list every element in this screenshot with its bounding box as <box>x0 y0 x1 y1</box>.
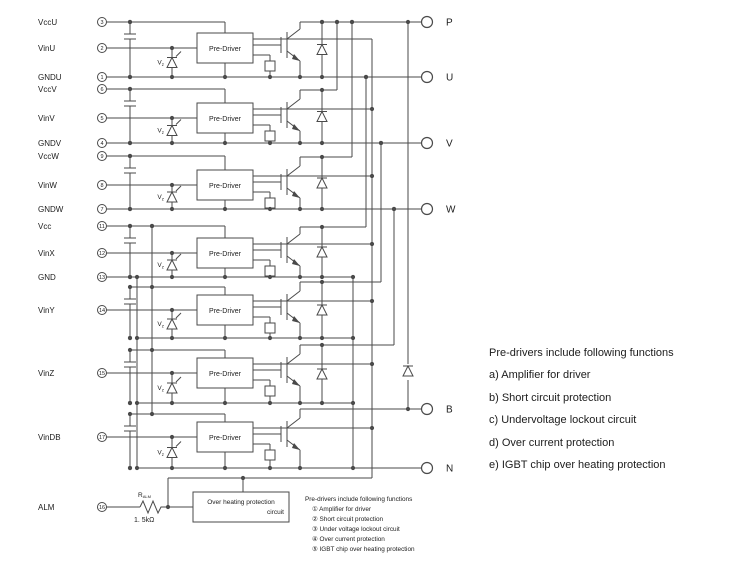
small-note-title: Pre-drivers include following functions <box>305 496 413 503</box>
junction-dot <box>170 336 174 340</box>
junction-dot <box>268 336 272 340</box>
junction-dot <box>223 275 227 279</box>
junction-dot <box>298 207 302 211</box>
pin-name: VccV <box>38 85 57 94</box>
igbt-collector <box>287 166 300 176</box>
junction-dot <box>370 299 374 303</box>
igbt-collector <box>287 234 300 244</box>
junction-dot <box>298 275 302 279</box>
junction-dot <box>392 207 396 211</box>
pin-number: 4 <box>100 141 104 148</box>
sense-resistor <box>265 323 275 333</box>
pin-name: GNDV <box>38 139 62 148</box>
freewheel-diode <box>317 112 327 122</box>
junction-dot <box>223 401 227 405</box>
vz-main: V <box>157 262 162 269</box>
junction-dot <box>150 224 154 228</box>
junction-dot <box>320 75 324 79</box>
vz-sub: z <box>161 452 164 457</box>
zener-diode-vz <box>167 260 177 270</box>
junction-dot <box>128 224 132 228</box>
r-alm-value: 1. 5kΩ <box>134 517 155 524</box>
pin-number: 14 <box>98 308 106 315</box>
r-alm-sub: ALM <box>142 494 151 500</box>
pin-name: VinZ <box>38 369 55 378</box>
freewheel-diode <box>317 247 327 257</box>
zener-arrow-tick <box>176 442 181 447</box>
junction-dot <box>320 275 324 279</box>
sense-resistor <box>265 386 275 396</box>
terminal-u <box>422 72 433 83</box>
junction-dot <box>128 207 132 211</box>
junction-dot <box>268 141 272 145</box>
r-alm-label <box>138 492 151 499</box>
pin-name: VinU <box>38 44 56 53</box>
overheat-label-line1: Over heating protection <box>207 499 275 506</box>
junction-dot <box>170 435 174 439</box>
junction-dot <box>170 75 174 79</box>
pin-number: 17 <box>98 435 106 442</box>
pin-number: 6 <box>100 87 104 94</box>
small-note-item-5: ⑤ IGBT chip over heating protection <box>312 545 415 553</box>
junction-dot <box>241 476 245 480</box>
pin-name: Vcc <box>38 222 52 231</box>
vz-sub: z <box>161 264 164 270</box>
junction-dot <box>370 174 374 178</box>
predriver-functions-note <box>489 342 731 476</box>
pin-name: VccW <box>38 152 59 161</box>
junction-dot <box>128 154 132 158</box>
r-alm-main: R <box>138 492 143 499</box>
junction-dot <box>128 75 132 79</box>
note-item-d: d) Over current protection <box>489 436 615 449</box>
junction-dot <box>135 401 139 405</box>
pin-name: GNDU <box>38 73 62 82</box>
junction-dot <box>170 251 174 255</box>
junction-dot <box>370 107 374 111</box>
vz-main: V <box>157 321 162 328</box>
freewheel-diode <box>317 178 327 188</box>
brake-diode <box>403 366 413 376</box>
pin-name: GNDW <box>38 205 64 214</box>
junction-dot <box>335 20 339 24</box>
junction-dot <box>170 46 174 50</box>
pre-driver-label: Pre-Driver <box>209 116 241 123</box>
vz-label <box>157 385 164 393</box>
sense-resistor <box>265 198 275 208</box>
pin-name: VccU <box>38 18 58 27</box>
terminal-p <box>422 17 433 28</box>
terminal-v <box>422 138 433 149</box>
junction-dot <box>370 362 374 366</box>
junction-dot <box>320 401 324 405</box>
note-title: Pre-drivers include following functions <box>489 347 674 359</box>
junction-dot <box>268 275 272 279</box>
junction-dot <box>370 242 374 246</box>
junction-dot <box>128 87 132 91</box>
junction-dot <box>298 466 302 470</box>
zener-diode-vz <box>167 383 177 393</box>
pre-driver-label: Pre-Driver <box>209 308 241 315</box>
junction-dot <box>320 88 324 92</box>
note-item-a: a) Amplifier for driver <box>489 369 591 382</box>
junction-dot <box>320 155 324 159</box>
zener-diode-vz <box>167 448 177 458</box>
vz-sub: z <box>161 130 164 135</box>
pin-number: 11 <box>99 224 105 231</box>
pin-number: 9 <box>100 154 104 161</box>
vz-sub: z <box>161 323 164 329</box>
pin-number: 12 <box>98 251 106 258</box>
junction-dot <box>298 75 302 79</box>
terminal-w <box>422 204 433 215</box>
zener-arrow-tick <box>176 254 181 259</box>
pin-number: 13 <box>98 275 106 282</box>
junction-dot <box>170 116 174 120</box>
pin-number: 5 <box>100 116 104 123</box>
zener-arrow-tick <box>176 186 181 191</box>
freewheel-diode <box>317 45 327 55</box>
vz-main: V <box>157 449 162 457</box>
junction-dot <box>128 401 132 405</box>
terminal-label: B <box>446 404 453 416</box>
junction-dot <box>351 401 355 405</box>
junction-dot <box>298 141 302 145</box>
zener-arrow-tick <box>176 313 181 318</box>
terminal-label: U <box>446 72 454 84</box>
small-note-item-1: ① Amplifier for driver <box>312 505 371 513</box>
junction-dot <box>128 336 132 340</box>
note-item-c: c) Undervoltage lockout circuit <box>489 414 637 427</box>
junction-dot <box>379 141 383 145</box>
pin-name: VinY <box>38 306 55 315</box>
igbt-collector <box>287 418 300 428</box>
sense-resistor <box>265 266 275 276</box>
pin-number: 8 <box>100 183 104 190</box>
zener-diode-vz <box>167 192 177 202</box>
terminal-label: V <box>446 138 453 150</box>
junction-dot <box>351 466 355 470</box>
junction-dot <box>223 466 227 470</box>
terminal-label: N <box>446 463 454 475</box>
pin-number: 15 <box>98 371 106 378</box>
igbt-emitter-arrow <box>292 316 300 323</box>
igbt-emitter-arrow <box>292 124 300 131</box>
junction-dot <box>170 308 174 312</box>
pin-name: VinDB <box>38 433 61 442</box>
vz-label <box>157 262 164 270</box>
zener-diode-vz <box>167 58 177 68</box>
freewheel-diode <box>317 305 327 315</box>
igbt-emitter-arrow <box>292 443 300 450</box>
junction-dot <box>320 207 324 211</box>
small-note-item-2: ② Short circuit protection <box>312 515 384 523</box>
zener-diode-vz <box>167 319 177 329</box>
igbt-emitter-arrow <box>292 54 300 61</box>
junction-dot <box>298 336 302 340</box>
vz-main: V <box>157 194 162 201</box>
vz-main: V <box>157 127 162 135</box>
vz-sub: z <box>161 387 164 393</box>
junction-dot <box>320 343 324 347</box>
igbt-emitter-arrow <box>292 259 300 266</box>
igbt-collector <box>287 354 300 364</box>
junction-dot <box>364 75 368 79</box>
vz-main: V <box>157 385 162 392</box>
junction-dot <box>351 336 355 340</box>
sense-resistor <box>265 61 275 71</box>
pin-name: ALM <box>38 503 55 512</box>
igbt-collector <box>287 99 300 109</box>
note-item-b: b) Short circuit protection <box>489 391 612 404</box>
note-item-e: e) IGBT chip over heating protection <box>489 459 666 472</box>
pin-name: VinV <box>38 114 55 123</box>
alm-resistor <box>140 501 166 513</box>
pin-name: VinX <box>38 249 55 258</box>
predriver-functions-small-note <box>305 495 475 554</box>
vz-sub: z <box>161 196 164 202</box>
vz-label <box>157 128 164 136</box>
junction-dot <box>128 20 132 24</box>
pre-driver-label: Pre-Driver <box>209 251 241 258</box>
junction-dot <box>223 75 227 79</box>
vz-label <box>157 321 164 329</box>
junction-dot <box>298 401 302 405</box>
terminal-label: W <box>446 204 456 216</box>
igbt-collector <box>287 291 300 301</box>
igbt-emitter-arrow <box>292 191 300 198</box>
junction-dot <box>320 280 324 284</box>
freewheel-diode <box>317 369 327 379</box>
overheating-protection-box <box>193 492 289 522</box>
junction-dot <box>128 275 132 279</box>
pre-driver-label: Pre-Driver <box>209 183 241 190</box>
junction-dot <box>135 275 139 279</box>
junction-dot <box>320 225 324 229</box>
zener-diode-vz <box>167 126 177 136</box>
junction-dot <box>223 141 227 145</box>
junction-dot <box>268 401 272 405</box>
junction-dot <box>268 466 272 470</box>
junction-dot <box>320 141 324 145</box>
terminal-n <box>422 463 433 474</box>
junction-dot <box>170 207 174 211</box>
zener-arrow-tick <box>176 52 181 57</box>
small-note-item-3: ③ Under voltage lockout circuit <box>312 525 400 533</box>
pin-number: 2 <box>100 46 104 53</box>
vz-main: V <box>157 59 162 67</box>
junction-dot <box>128 141 132 145</box>
igbt-emitter-arrow <box>292 379 300 386</box>
sense-resistor <box>265 450 275 460</box>
vz-label <box>157 194 164 202</box>
junction-dot <box>170 275 174 279</box>
junction-dot <box>170 371 174 375</box>
vz-label <box>157 450 164 458</box>
terminal-b <box>422 404 433 415</box>
junction-dot <box>170 466 174 470</box>
junction-dot <box>268 75 272 79</box>
pin-number: 16 <box>98 505 106 512</box>
junction-dot <box>170 141 174 145</box>
junction-dot <box>320 336 324 340</box>
junction-dot <box>128 466 132 470</box>
pre-driver-label: Pre-Driver <box>209 435 241 442</box>
junction-dot <box>223 207 227 211</box>
junction-dot <box>135 466 139 470</box>
junction-dot <box>370 426 374 430</box>
pre-driver-label: Pre-Driver <box>209 46 241 53</box>
overheat-label-line2: circuit <box>267 509 284 516</box>
pin-name: GND <box>38 273 56 282</box>
pin-number: 1 <box>100 75 104 82</box>
junction-dot <box>268 207 272 211</box>
junction-dot <box>170 183 174 187</box>
zener-arrow-tick <box>176 120 181 125</box>
pin-name: VinW <box>38 181 57 190</box>
pin-number: 7 <box>100 207 104 214</box>
junction-dot <box>170 401 174 405</box>
junction-dot <box>223 336 227 340</box>
junction-dot <box>320 20 324 24</box>
pin-number: 3 <box>100 20 104 27</box>
small-note-item-4: ④ Over current protection <box>312 535 385 543</box>
vz-label <box>157 60 164 68</box>
junction-dot <box>135 336 139 340</box>
igbt-collector <box>287 29 300 39</box>
sense-resistor <box>265 131 275 141</box>
terminal-label: P <box>446 17 453 29</box>
junction-dot <box>351 275 355 279</box>
junction-dot <box>350 20 354 24</box>
vz-sub: z <box>161 62 164 67</box>
zener-arrow-tick <box>176 377 181 382</box>
pre-driver-label: Pre-Driver <box>209 371 241 378</box>
